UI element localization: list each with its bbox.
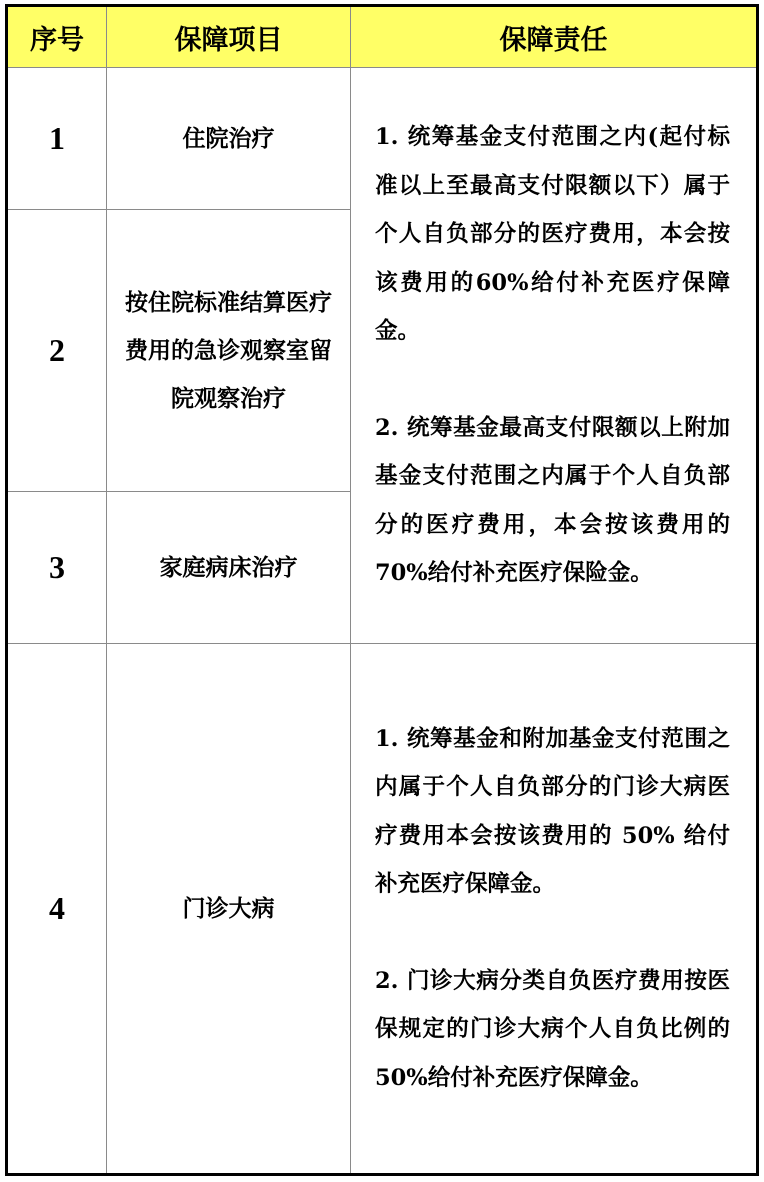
duty-paragraph: 1. 统筹基金和附加基金支付范围之内属于个人自负部分的门诊大病医疗费用本会按该费用的 50% 给付补充医疗保障金。 [375,725,730,898]
coverage-table [5,4,759,1176]
row-item: 按住院标准结算医疗费用的急诊观察室留院观察治疗 [107,210,351,492]
row-item: 门诊大病 [107,644,351,1175]
row-number: 3 [7,492,107,644]
row-item: 家庭病床治疗 [107,492,351,644]
header-no: 序号 [7,6,107,68]
duty-paragraph: 1. 统筹基金支付范围之内(起付标准以上至最高支付限额以下）属于个人自负部分的医疗费用，本会按该费用的60%给付补充医疗保障金。 [375,124,730,345]
table-row [7,68,758,210]
duty-cell [351,644,758,1175]
header-row [7,6,758,68]
header-duty: 保障责任 [351,6,758,68]
header-item: 保障项目 [107,6,351,68]
row-number: 1 [7,68,107,210]
row-item: 住院治疗 [107,68,351,210]
duty-cell [351,68,758,644]
row-number: 4 [7,644,107,1175]
row-number: 2 [7,210,107,492]
duty-paragraph: 2. 门诊大病分类自负医疗费用按医保规定的门诊大病个人自负比例的50%给付补充医疗保障金。 [375,967,730,1091]
table-row [7,644,758,1175]
duty-paragraph: 2. 统筹基金最高支付限额以上附加基金支付范围之内属于个人自负部分的医疗费用，本会按该费用的70%给付补充医疗保险金。 [375,414,730,587]
